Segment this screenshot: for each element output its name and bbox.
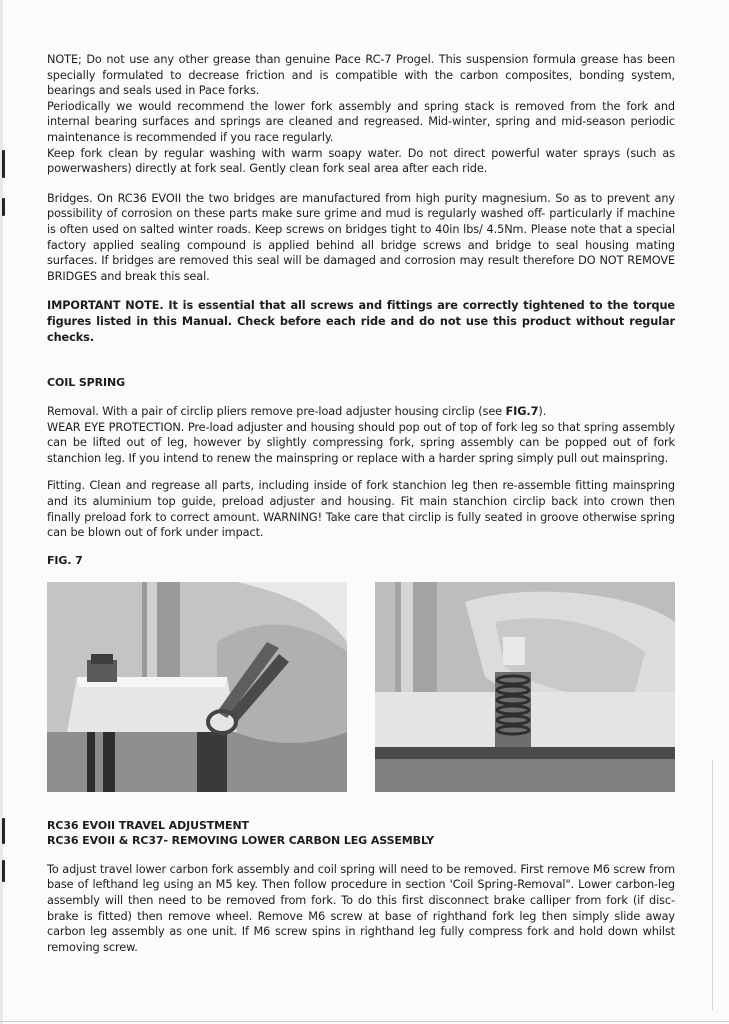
removal-text-end: ). xyxy=(538,405,547,419)
maintenance-note: Periodically we would recommend the lower fork assembly and spring stack is removed from the fork and internal bearing surfaces and springs are cleaned and regreased. Mid-winter, spring and mid-season periodic maintenance is recommended if you race regularly. xyxy=(47,99,675,144)
margin-rule xyxy=(712,760,713,1010)
binder-mark xyxy=(2,860,5,882)
binder-mark xyxy=(2,198,5,216)
fitting-paragraph: Fitting. Clean and regrease all parts, including inside of fork stanchion leg then re-assemble fitting mainspring and its aluminium top guide, preload adjuster and housing. Fit main stanchion circlip back into crown then finally preload fork to correct amount. WARNING! Take care that circlip is fully seated in groove otherwise spring can be blown out of fork under impact. xyxy=(47,479,675,540)
figure-label: FIG. 7 xyxy=(47,553,83,567)
grease-note: NOTE; Do not use any other grease than genuine Pace RC-7 Progel. This suspension formula grease has been specially formulated to decrease friction and is compatible with the carbon composites, bonding system, bearings and seals used in Pace forks. xyxy=(47,53,675,98)
note-paragraph xyxy=(47,52,675,177)
removal-paragraph xyxy=(47,404,675,420)
important-note: IMPORTANT NOTE. It is essential that all screws and fittings are correctly tightened to the torque figures listed in this Manual. Check before each ride and do not use this product without regular checks. xyxy=(47,299,675,344)
photo-circlip-removal xyxy=(47,582,347,792)
cleaning-note: Keep fork clean by regular washing with warm soapy water. Do not direct powerful water sprays (such as powerwashers) directly at fork seal. Gently clean fork seal area after each ride. xyxy=(47,146,675,176)
fig-reference: FIG.7 xyxy=(505,405,539,419)
travel-adjustment-paragraph: To adjust travel lower carbon fork assembly and coil spring will need to be removed. First remove M6 screw from base of lefthand leg using an M5 key. Then follow procedure in section 'Coil Spring-Removal". Lower carbon-leg assembly will then need to be removed from fork. To do this first disconnect brake calliper from fork (if disc-brake is fitted) then remove wheel. Remove M6 screw at base of righthand fork leg then simply slide away carbon leg assembly as one unit. If M6 screw spins in righthand leg fully compress fork and hold down whilst removing screw. xyxy=(47,862,675,954)
figure-photos xyxy=(47,582,675,792)
bottom-rule xyxy=(0,1021,729,1022)
manual-page xyxy=(47,52,675,955)
bridges-paragraph: Bridges. On RC36 EVOII the two bridges are manufactured from high purity magnesium. So as to prevent any possibility of corrosion on these parts make sure grime and mud is regularly washed off- particularly if machine is often used on salted winter roads. Keep screws on bridges tight to 40in lbs/ 4.5Nm. Please note that a special factory applied sealing compound is applied behind all bridge screws and bridge to seal housing mating surfaces. If bridges are removed this seal will be damaged and corrosion may result therefore DO NOT REMOVE BRIDGES and break this seal. xyxy=(47,191,675,283)
removal-text: Removal. With a pair of circlip pliers remove pre-load adjuster housing circlip (see xyxy=(47,405,506,419)
warning-paragraph: WEAR EYE PROTECTION. Pre-load adjuster and housing should pop out of top of fork leg so that spring assembly can be lifted out of leg, however by slightly compressing fork, spring assembly can be popped out of fork stanchion leg. If you intend to renew the mainspring or replace with a harder spring simply pull out mainspring. xyxy=(47,420,675,465)
binder-mark xyxy=(2,150,5,178)
photo-spring-removal xyxy=(375,582,675,792)
lower-leg-heading: RC36 EVOII & RC37- REMOVING LOWER CARBON LEG ASSEMBLY xyxy=(47,833,434,847)
travel-adjustment-heading: RC36 EVOII TRAVEL ADJUSTMENT xyxy=(47,818,249,832)
binder-mark xyxy=(2,818,5,844)
coil-spring-heading: COIL SPRING xyxy=(47,376,126,390)
